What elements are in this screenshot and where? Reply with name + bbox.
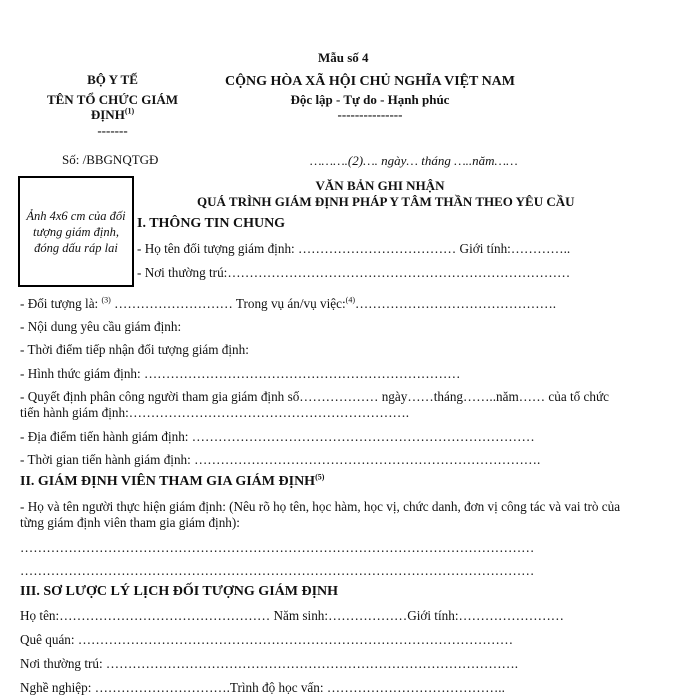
receipt-time-field: - Thời điểm tiếp nhận đối tượng giám định: bbox=[20, 342, 249, 357]
assessment-time-field: - Thời gian tiến hành giám định: ……………………………………………………………………. bbox=[20, 452, 541, 467]
org-name-line2 bbox=[20, 107, 205, 123]
photo-placeholder-text: Ảnh 4x6 cm của đối tượng giám định, đóng dấu ráp lai bbox=[26, 209, 126, 255]
assessment-form-field: - Hình thức giám định: ……………………………………………………………… bbox=[20, 366, 461, 381]
country-name: CỘNG HÒA XÃ HỘI CHỦ NGHĨA VIỆT NAM bbox=[224, 74, 515, 89]
subject-name-field: - Họ tên đối tượng giám định: ……………………………… Giới tính:………….. bbox=[137, 241, 571, 256]
assessment-location-field: - Địa điểm tiến hành giám định: …………………………………………………………………… bbox=[20, 429, 535, 444]
photo-placeholder bbox=[18, 176, 134, 287]
org-footnote-1: (1) bbox=[124, 106, 135, 116]
right-divider: --------------- bbox=[337, 107, 403, 122]
org-name-line2-text: ĐỊNH bbox=[90, 107, 125, 122]
document-subtitle: QUÁ TRÌNH GIÁM ĐỊNH PHÁP Y TÂM THẦN THEO YÊU CẦU bbox=[197, 194, 575, 209]
assignment-decision-field: - Quyết định phân công người tham gia giám định số……………… ngày……tháng……..năm…… của tổ chức bbox=[20, 389, 609, 404]
bio-occupation-field: Nghề nghiệp: ………………………….Trình độ học vấn: ………………………………….. bbox=[20, 680, 505, 695]
footnote-5: (5) bbox=[315, 472, 325, 482]
document-title: VĂN BẢN GHI NHẬN bbox=[315, 178, 445, 193]
date-line: ……….(2)…. ngày… tháng …..năm…… bbox=[310, 153, 518, 168]
section-3-heading: III. SƠ LƯỢC LÝ LỊCH ĐỐI TƯỢNG GIÁM ĐỊNH bbox=[20, 584, 339, 599]
request-content-field: - Nội dung yêu cầu giám định: bbox=[20, 319, 182, 334]
bio-name-field: Họ tên:………………………………………… Năm sinh:………………Giới tính:…………………… bbox=[20, 608, 564, 623]
national-motto: Độc lập - Tự do - Hạnh phúc bbox=[290, 92, 450, 107]
subject-type-field bbox=[20, 296, 556, 312]
subject-residence-field: - Nơi thường trú:…………………………………………………………………… bbox=[137, 265, 571, 280]
subject-type-middle: ……………………… Trong vụ án/vụ việc: bbox=[110, 296, 346, 311]
experts-dots-2: ……………………………………………………………………………………………………… bbox=[20, 563, 535, 578]
left-divider: ------- bbox=[97, 123, 128, 138]
section-2-heading-text: II. GIÁM ĐỊNH VIÊN THAM GIA GIÁM ĐỊNH bbox=[20, 474, 316, 489]
org-name-line1: TÊN TỔ CHỨC GIÁM bbox=[46, 92, 179, 107]
ministry-name: BỘ Y TẾ bbox=[87, 72, 138, 87]
subject-type-end: ………………………………………. bbox=[354, 296, 557, 311]
experts-field: - Họ và tên người thực hiện giám định: (Nêu rõ họ tên, học hàm, học vị, chức danh, đơn vị công tác và vai trò của bbox=[20, 499, 621, 514]
section-1-heading: I. THÔNG TIN CHUNG bbox=[137, 216, 286, 231]
document-number: Số: /BBGNQTGĐ bbox=[62, 152, 159, 167]
assignment-decision-field-cont: tiến hành giám định:………………………………………………………. bbox=[20, 405, 410, 420]
subject-type-label: - Đối tượng là: bbox=[20, 296, 99, 311]
bio-residence-field: Nơi thường trú: …………………………………………………………………………………. bbox=[20, 656, 519, 671]
section-2-heading bbox=[20, 474, 324, 490]
footnote-3: (3) bbox=[101, 295, 111, 305]
bio-hometown-field: Quê quán: ……………………………………………………………………………………… bbox=[20, 632, 514, 647]
footnote-4: (4) bbox=[345, 295, 355, 305]
experts-dots-1: ……………………………………………………………………………………………………… bbox=[20, 540, 535, 555]
experts-field-cont: từng giám định viên tham gia giám định): bbox=[20, 515, 240, 530]
form-number: Mẫu số 4 bbox=[318, 50, 369, 65]
